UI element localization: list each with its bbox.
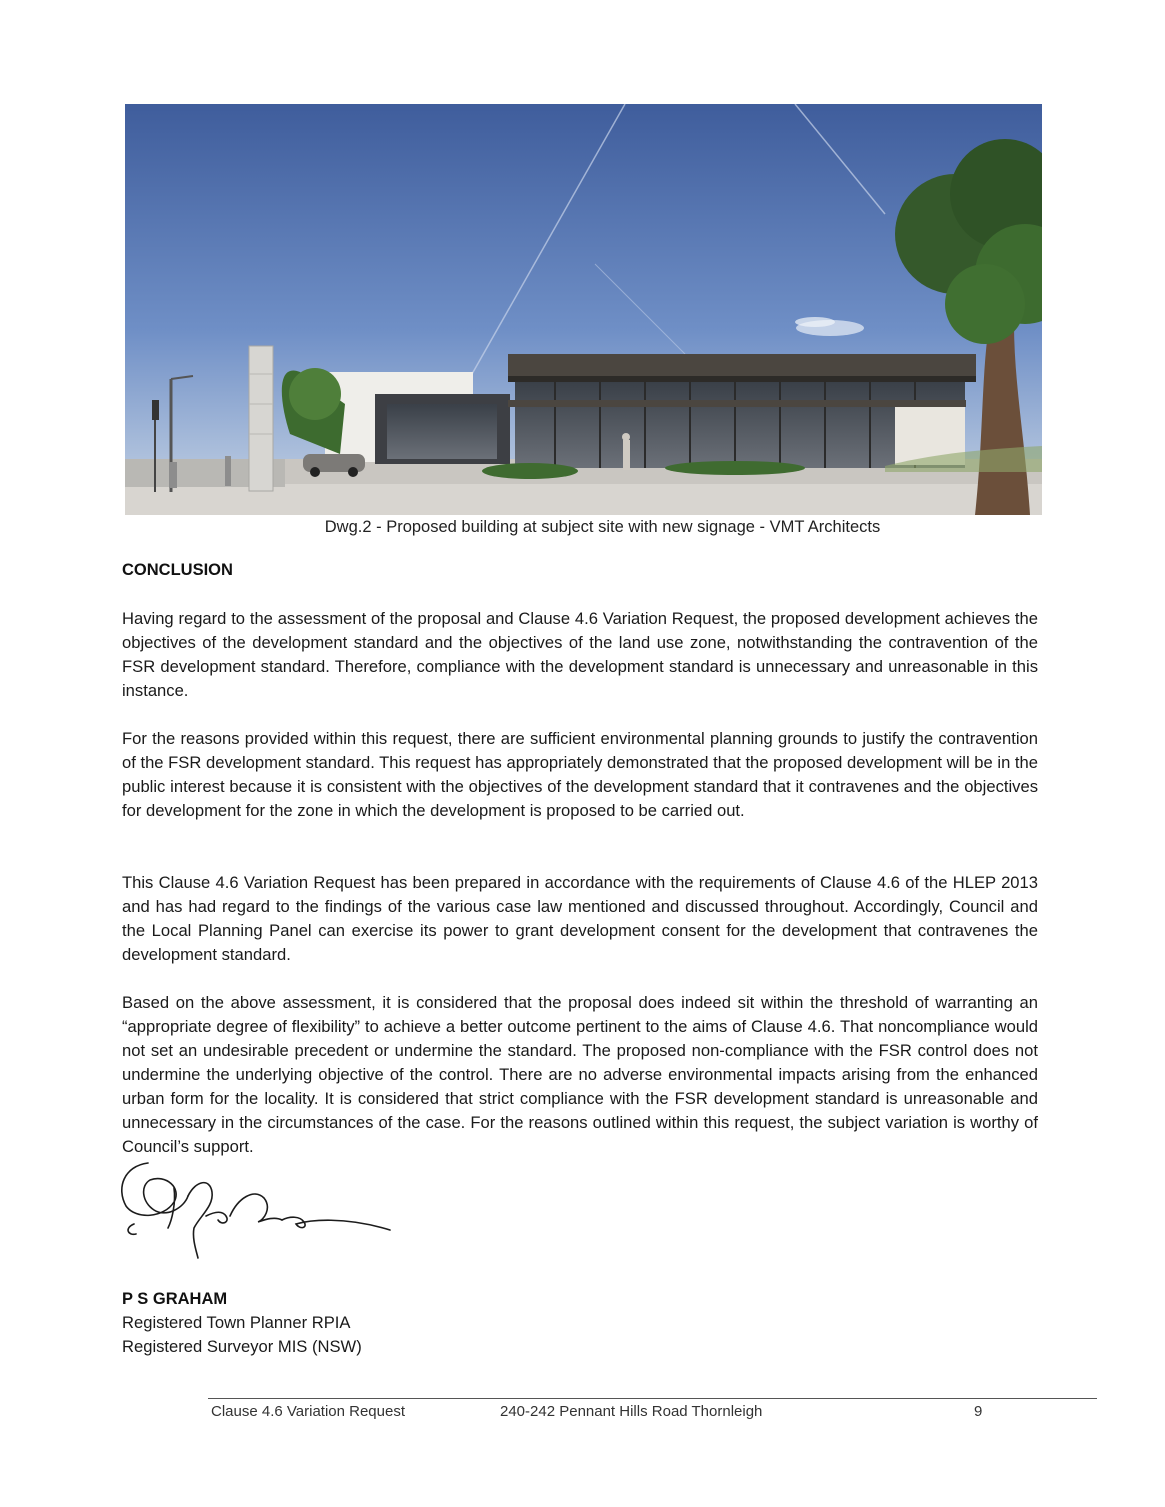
section-heading: CONCLUSION — [122, 561, 233, 579]
footer-divider — [208, 1398, 1097, 1399]
footer-document-title: Clause 4.6 Variation Request — [211, 1403, 406, 1420]
footer-page-number: 9 — [974, 1403, 983, 1420]
conclusion-paragraph-3: This Clause 4.6 Variation Request has been prepared in accordance with the requirements of Clause 4.6 of the HLEP 2013 and has had regard to the findings of the various case law mentioned and discussed throughout. Accordingly, Council and the Local Planning Panel can exercise its power to grant development consent for the development that contravenes the development standard. — [122, 873, 1038, 964]
architectural-render-image — [125, 104, 1042, 515]
conclusion-paragraph-4: Based on the above assessment, it is considered that the proposal does indeed sit within the threshold of warranting an “appropriate degree of flexibility” to achieve a better outcome pertinent to the aims of Clause 4.6. That noncompliance would not set an undesirable precedent or undermine the standard. The proposed non-compliance with the FSR control does not undermine the underlying objective of the control. There are no adverse environmental impacts arising from the enhanced urban form for the locality. It is considered that strict compliance with the FSR development standard is unreasonable and unnecessary in the circumstances of the case. For the reasons outlined within this request, the subject variation is worthy of Council’s support. — [122, 993, 1038, 1156]
footer-address: 240-242 Pennant Hills Road Thornleigh — [500, 1403, 763, 1420]
signatory-title-1: Registered Town Planner RPIA — [122, 1313, 351, 1332]
handwritten-signature — [114, 1158, 404, 1266]
signatory-name: P S GRAHAM — [122, 1290, 228, 1308]
signatory-title-2: Registered Surveyor MIS (NSW) — [122, 1337, 362, 1356]
figure-caption: Dwg.2 - Proposed building at subject site with new signage - VMT Architects — [324, 518, 881, 536]
conclusion-paragraph-1: Having regard to the assessment of the proposal and Clause 4.6 Variation Request, the proposed development achieves the objectives of the development standard and the objectives of the land use zone, notwithstanding the contravention of the FSR development standard. Therefore, compliance with the development standard is unnecessary and unreasonable in this instance. — [122, 609, 1038, 700]
conclusion-paragraph-2: For the reasons provided within this request, there are sufficient environmental planning grounds to justify the contravention of the FSR development standard. This request has appropriately demonstrated that the proposed development will be in the public interest because it is consistent with the objectives of the development standard that it contravenes and the objectives for development for the zone in which the development is proposed to be carried out. — [122, 729, 1038, 820]
